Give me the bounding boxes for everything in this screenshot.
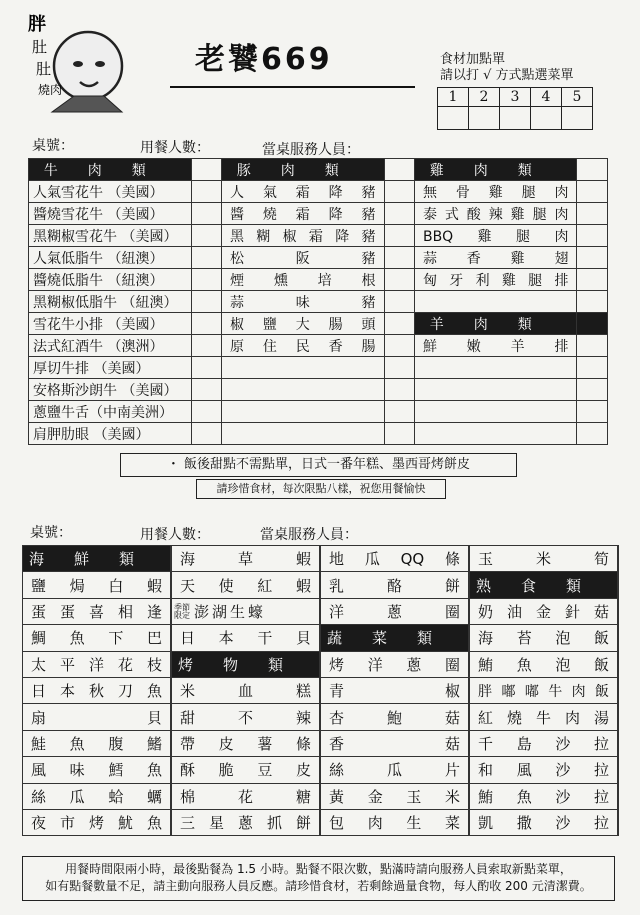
qty-box[interactable] [191, 225, 221, 247]
menu-item-grill: 三星蔥抓餅 [172, 809, 320, 835]
menu-item-cooked: 和風沙拉 [470, 757, 618, 783]
menu-item-beef: 肩胛肋眼 （美國） [29, 423, 192, 445]
qty-box[interactable] [191, 181, 221, 203]
round-check-box[interactable] [531, 107, 562, 130]
qty-box[interactable] [577, 225, 608, 247]
footer-line: 用餐時間限兩小時，最後點餐為 1.5 小時。點餐不限次數，點滿時請向服務人員索取新點菜單， [65, 862, 572, 876]
seafood-section-title: 海鮮類 [23, 546, 171, 572]
oyster-label: 澎湖生蠔 [194, 602, 267, 621]
footer-notice [22, 856, 615, 901]
staff-label: 當桌服務人員： [260, 527, 358, 543]
menu-item-pork: 醬燒霜降豬 [221, 203, 384, 225]
add-order-label [440, 52, 574, 84]
empty-cell [414, 357, 577, 379]
add-order-title: 食材加點單 [440, 52, 506, 67]
menu-item-beef: 黑糊椒低脂牛 （紐澳） [29, 291, 192, 313]
menu-item-seafood: 日本秋刀魚 [23, 677, 171, 703]
empty-cell [221, 379, 384, 401]
empty-cell [577, 291, 608, 313]
dessert-note: ・ 飯後甜點不需點單，日式一番年糕、墨西哥烤餅皮 [120, 453, 517, 477]
add-order-instruction: 請以打 √ 方式點選菜單 [440, 68, 574, 83]
menu-item-pork: 松阪豬 [221, 247, 384, 269]
qty-box[interactable] [191, 357, 221, 379]
svg-text:胖: 胖 [28, 14, 46, 35]
menu-item-beef: 人氣雪花牛 （美國） [29, 181, 192, 203]
round-number: 4 [531, 88, 562, 107]
seasonal-tag: 季節限定 [174, 603, 191, 621]
menu-item-vegetable: 香菇 [321, 730, 469, 756]
lamb-section-title: 羊肉類 [414, 313, 577, 335]
empty-cell [577, 379, 608, 401]
qty-box[interactable] [191, 335, 221, 357]
menu-item-beef: 蔥鹽牛舌（中南美洲） [29, 401, 192, 423]
menu-item-beef: 醬燒低脂牛 （紐澳） [29, 269, 192, 291]
svg-text:肚: 肚 [36, 60, 52, 78]
menu-item-beef: 人氣低脂牛 （紐澳） [29, 247, 192, 269]
qty-box[interactable] [384, 203, 414, 225]
empty-cell [384, 357, 414, 379]
qty-box[interactable] [384, 181, 414, 203]
qty-box[interactable] [618, 704, 619, 730]
menu-item-cooked: 鮪魚沙拉 [470, 783, 618, 809]
empty-cell [577, 423, 608, 445]
empty-cell [577, 159, 608, 181]
qty-box[interactable] [618, 757, 619, 783]
qty-box[interactable] [577, 247, 608, 269]
empty-cell [384, 159, 414, 181]
cooked-section-title: 熟食類 [470, 572, 618, 598]
menu-item-pork: 黑糊椒霜降豬 [221, 225, 384, 247]
menu-item-pork: 原住民香腸 [221, 335, 384, 357]
menu-item-seafood: 太平洋花枝 [23, 651, 171, 677]
menu-item-chicken: 泰式酸辣雞腿肉 [414, 203, 577, 225]
round-check-box[interactable] [562, 107, 593, 130]
menu-item: 洋蔥圈 [321, 598, 469, 624]
round-number: 5 [562, 88, 593, 107]
qty-box[interactable] [384, 335, 414, 357]
menu-item-vegetable: 黃金玉米 [321, 783, 469, 809]
qty-box[interactable] [191, 401, 221, 423]
menu-item-chicken: 無骨雞腿肉 [414, 181, 577, 203]
menu-item-cooked: 紅燒牛肉湯 [470, 704, 618, 730]
menu-item-seafood: 絲瓜蛤蠣 [23, 783, 171, 809]
qty-box[interactable] [618, 598, 619, 624]
chicken-section-title: 雞肉類 [414, 159, 577, 181]
empty-cell [414, 401, 577, 423]
menu-item-beef: 厚切牛排 （美國） [29, 357, 192, 379]
menu-item-vegetable: 青椒 [321, 677, 469, 703]
order-limit-note: 請珍惜食材，每次限點八樣，祝您用餐愉快 [196, 479, 446, 499]
menu-item: 天使紅蝦 [172, 572, 320, 598]
menu-item-seafood: 鯛魚下巴 [23, 625, 171, 651]
side-order-grid [22, 545, 619, 836]
empty-cell [384, 401, 414, 423]
empty-cell [221, 357, 384, 379]
empty-cell [414, 423, 577, 445]
table-number-label: 桌號： [32, 138, 74, 154]
brand-title: 老饕669 [195, 42, 333, 77]
qty-box[interactable] [618, 783, 619, 809]
menu-item-beef: 黑糊椒雪花牛 （美國） [29, 225, 192, 247]
logo-mascot [22, 8, 140, 120]
qty-box[interactable] [618, 730, 619, 756]
menu-item-grill: 酥脆豆皮 [172, 757, 320, 783]
menu-item: 地瓜QQ條 [321, 546, 469, 572]
empty-cell [577, 313, 608, 335]
vegetable-section-title: 蔬菜類 [321, 625, 469, 651]
menu-item-pork: 煙燻培根 [221, 269, 384, 291]
qty-box[interactable] [577, 203, 608, 225]
qty-box[interactable] [191, 291, 221, 313]
qty-box[interactable] [191, 269, 221, 291]
round-check-box[interactable] [469, 107, 500, 130]
qty-box[interactable] [384, 291, 414, 313]
empty-cell [384, 423, 414, 445]
menu-item-vegetable: 烤洋蔥圈 [321, 651, 469, 677]
menu-item: 乳酪餅 [321, 572, 469, 598]
svg-text:燒肉: 燒肉 [38, 83, 63, 97]
round-check-box[interactable] [438, 107, 469, 130]
qty-box[interactable] [618, 651, 619, 677]
menu-item-beef: 醬燒雪花牛 （美國） [29, 203, 192, 225]
empty-cell [191, 159, 221, 181]
qty-box[interactable] [577, 335, 608, 357]
staff-label: 當桌服務人員： [262, 142, 360, 158]
empty-cell [618, 572, 619, 598]
menu-item-beef: 安格斯沙朗牛 （美國） [29, 379, 192, 401]
menu-item-seafood: 夜市烤魷魚 [23, 809, 171, 835]
qty-box[interactable] [618, 809, 619, 835]
brand-underline [170, 86, 415, 88]
menu-item-vegetable: 包肉生菜 [321, 809, 469, 835]
menu-item-cooked: 鮪魚泡飯 [470, 651, 618, 677]
qty-box[interactable] [191, 247, 221, 269]
qty-box[interactable] [618, 625, 619, 651]
empty-cell [577, 357, 608, 379]
menu-item-vegetable: 杏鮑菇 [321, 704, 469, 730]
menu-item-seafood: 鹽焗白蝦 [23, 572, 171, 598]
qty-box[interactable] [191, 423, 221, 445]
diners-label: 用餐人數： [140, 140, 210, 156]
table-number-label: 桌號： [30, 525, 72, 541]
diners-label: 用餐人數： [140, 527, 210, 543]
menu-item-lamb: 鮮嫩羊排 [414, 335, 577, 357]
qty-box[interactable] [577, 181, 608, 203]
menu-item-pork: 人氣霜降豬 [221, 181, 384, 203]
menu-item-grill: 甜不辣 [172, 704, 320, 730]
menu-item-chicken: 匈牙利雞腿排 [414, 269, 577, 291]
qty-box[interactable] [384, 225, 414, 247]
menu-item-seafood: 鮭魚腹鰭 [23, 730, 171, 756]
menu-item-cooked: 千島沙拉 [470, 730, 618, 756]
qty-box[interactable] [618, 677, 619, 703]
menu-item: 日本干貝 [172, 625, 320, 651]
menu-item-beef: 法式紅酒牛 （澳洲） [29, 335, 192, 357]
menu-item-pork: 蒜味豬 [221, 291, 384, 313]
round-number: 3 [500, 88, 531, 107]
menu-item: 玉米筍 [470, 546, 618, 572]
empty-cell [384, 379, 414, 401]
svg-text:肚: 肚 [32, 38, 48, 56]
qty-box[interactable] [384, 313, 414, 335]
footer-line: 如有點餐數量不足，請主動向服務人員反應。請珍惜食材，若剩餘過量食物，每人酌收 200 元清潔費。 [45, 879, 592, 893]
empty-cell [577, 401, 608, 423]
round-number: 2 [469, 88, 500, 107]
beef-section-title: 牛肉類 [29, 159, 192, 181]
empty-cell [414, 379, 577, 401]
menu-item-oyster [172, 598, 320, 624]
menu-item-chicken: BBQ雞腿肉 [414, 225, 577, 247]
menu-item-chicken: 蒜香雞翅 [414, 247, 577, 269]
menu-item-seafood: 蛋蛋喜相逢 [23, 598, 171, 624]
qty-box[interactable] [191, 313, 221, 335]
menu-item-grill: 米血糕 [172, 677, 320, 703]
qty-box[interactable] [191, 203, 221, 225]
menu-item-cooked: 海苔泡飯 [470, 625, 618, 651]
round-check-box[interactable] [500, 107, 531, 130]
menu-item-cooked: 凱撒沙拉 [470, 809, 618, 835]
round-checkbox-table [437, 87, 593, 130]
empty-cell [221, 423, 384, 445]
menu-item-cooked: 奶油金針菇 [470, 598, 618, 624]
qty-box[interactable] [191, 379, 221, 401]
pork-section-title: 豚肉類 [221, 159, 384, 181]
qty-box[interactable] [384, 269, 414, 291]
menu-item-seafood: 風味鱈魚 [23, 757, 171, 783]
qty-box[interactable] [618, 546, 619, 572]
menu-item-grill: 帶皮薯條 [172, 730, 320, 756]
empty-cell [414, 291, 577, 313]
menu-item-seafood: 扇貝 [23, 704, 171, 730]
menu-item-vegetable: 絲瓜片 [321, 757, 469, 783]
round-number: 1 [438, 88, 469, 107]
grill-section-title: 烤物類 [172, 651, 320, 677]
menu-item: 海草蝦 [172, 546, 320, 572]
qty-box[interactable] [577, 269, 608, 291]
meat-order-grid [28, 158, 608, 445]
menu-item-grill: 棉花糖 [172, 783, 320, 809]
menu-item-pork: 椒鹽大腸頭 [221, 313, 384, 335]
qty-box[interactable] [384, 247, 414, 269]
menu-item-beef: 雪花牛小排 （美國） [29, 313, 192, 335]
menu-item-cooked: 胖嘟嘟牛肉飯 [470, 677, 618, 703]
empty-cell [221, 401, 384, 423]
